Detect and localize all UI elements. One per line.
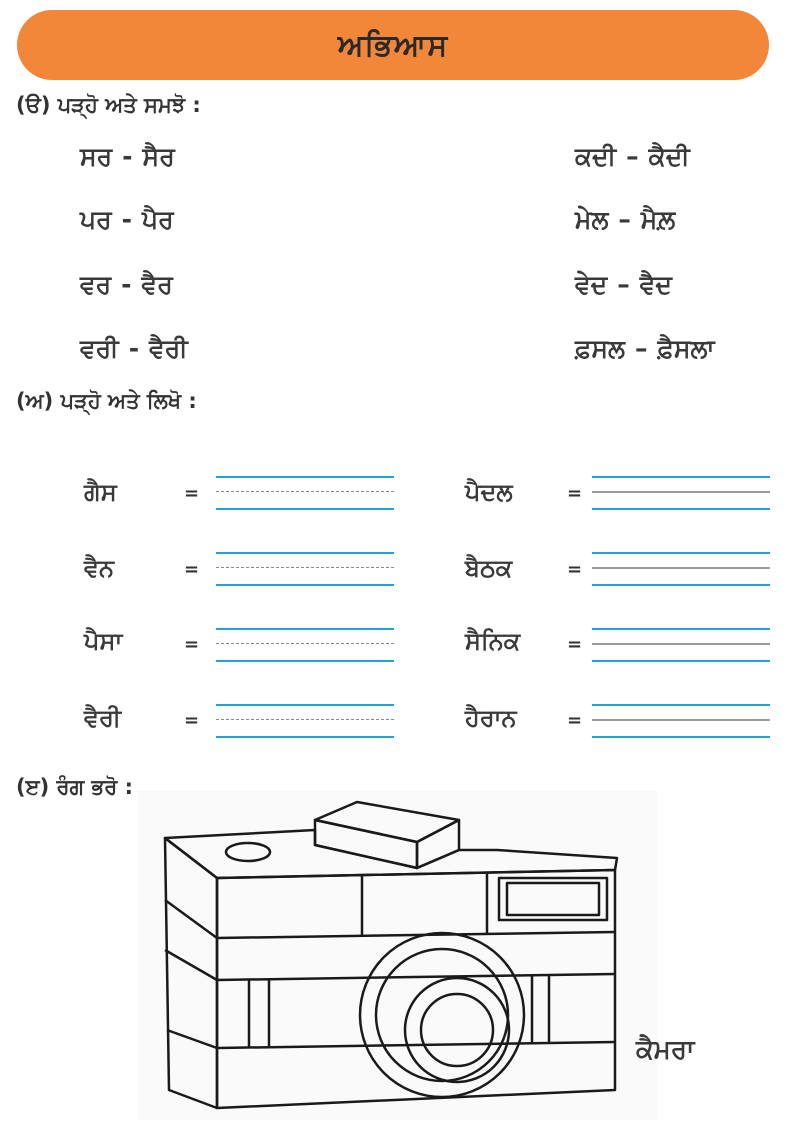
plain-word: ਫ਼ਸਲ — [575, 334, 625, 363]
equals-sign: = — [184, 710, 200, 731]
title-banner — [17, 10, 769, 80]
section-b-heading: (ਅ) ਪੜ੍ਹੋ ਅਤੇ ਲਿਖੋ : — [16, 389, 197, 413]
dash: - — [121, 205, 133, 234]
dash: – — [626, 142, 639, 171]
read-pair — [80, 334, 188, 364]
plain-word: ਵਰ — [80, 270, 112, 299]
camera-label: ਕੈਮਰਾ — [636, 1035, 695, 1065]
marked-word: ਕੈਦੀ — [648, 142, 690, 171]
marked-word: ਸੈਰ — [142, 142, 175, 171]
write-word: ਵੈਨ — [84, 554, 115, 582]
dash: - — [122, 142, 133, 171]
marked-word: ਫ਼ੈਸਲਾ — [657, 334, 715, 363]
write-word: ਗੈਸ — [84, 478, 117, 506]
writing-lines[interactable] — [216, 628, 394, 662]
equals-sign: = — [567, 559, 583, 580]
plain-word: ਵੇਦ — [575, 270, 608, 299]
equals-sign: = — [184, 559, 200, 580]
marked-word: ਪੈਰ — [142, 205, 174, 234]
read-pair — [80, 270, 173, 300]
write-word: ਪੈਦਲ — [465, 478, 513, 506]
marked-word: ਵੈਰ — [141, 270, 173, 299]
read-pair — [80, 205, 174, 235]
writing-lines[interactable] — [592, 476, 770, 510]
equals-sign: = — [567, 634, 583, 655]
write-word: ਸੈਨਿਕ — [465, 627, 521, 655]
writing-lines[interactable] — [216, 476, 394, 510]
writing-lines[interactable] — [216, 552, 394, 586]
read-pair — [575, 205, 675, 235]
writing-lines[interactable] — [592, 552, 770, 586]
plain-word: ਮੇਲ — [575, 205, 609, 234]
read-pair — [575, 270, 672, 300]
read-pair — [575, 142, 690, 172]
write-word: ਹੈਰਾਨ — [465, 704, 517, 732]
writing-lines[interactable] — [592, 628, 770, 662]
read-pair — [80, 142, 175, 172]
write-word: ਬੈਠਕ — [465, 554, 513, 582]
write-word: ਵੈਰੀ — [84, 704, 122, 732]
marked-word: ਮੈਲ਼ — [640, 205, 676, 234]
equals-sign: = — [184, 634, 200, 655]
section-a-heading: (ੳ) ਪੜ੍ਹੋ ਅਤੇ ਸਮਝੋ : — [16, 93, 201, 117]
dash: - — [128, 334, 140, 363]
dash: – — [634, 334, 648, 363]
dash: – — [618, 205, 631, 234]
equals-sign: = — [567, 710, 583, 731]
writing-lines[interactable] — [216, 704, 394, 738]
equals-sign: = — [184, 483, 200, 504]
plain-word: ਸਰ — [80, 142, 113, 171]
plain-word: ਪਰ — [80, 205, 112, 234]
equals-sign: = — [567, 483, 583, 504]
plain-word: ਵਰੀ — [80, 334, 119, 363]
page-title: ਅਭਿਆਸ — [337, 27, 449, 63]
camera-outline — [137, 790, 657, 1120]
plain-word: ਕਦੀ — [575, 142, 617, 171]
read-pair — [575, 334, 715, 364]
marked-word: ਵੈਰੀ — [149, 334, 188, 363]
write-word: ਪੈਸਾ — [84, 627, 123, 655]
dash: – — [617, 270, 630, 299]
marked-word: ਵੈਦ — [639, 270, 672, 299]
section-c-heading: (ੲ) ਰੰਗ ਭਰੋ : — [16, 775, 134, 799]
dash: - — [121, 270, 132, 299]
camera-drawing-area[interactable] — [137, 790, 657, 1120]
writing-lines[interactable] — [592, 704, 770, 738]
